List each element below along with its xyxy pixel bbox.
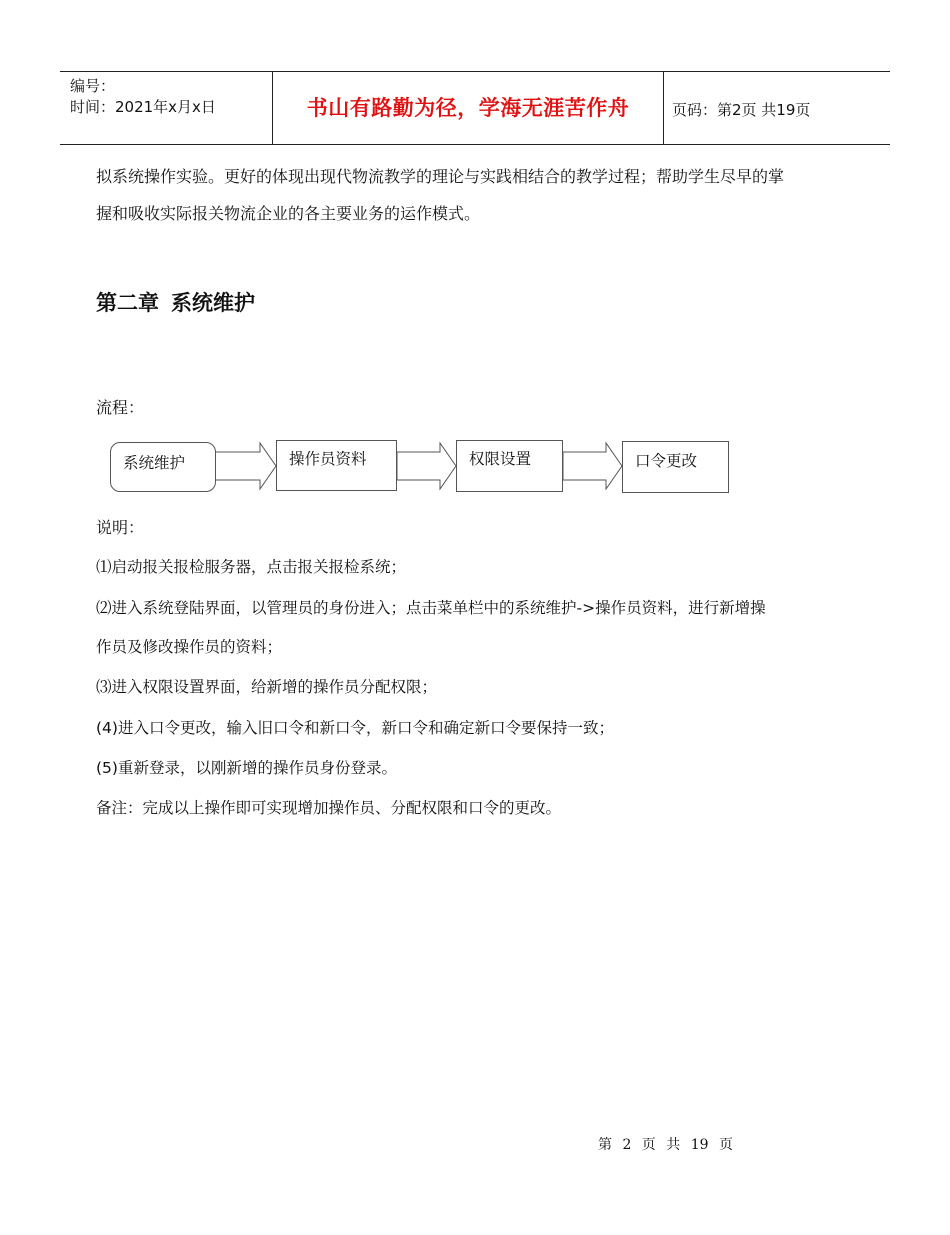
explanation-item: (4)进入口令更改，输入旧口令和新口令，新口令和确定新口令要保持一致； bbox=[96, 719, 614, 737]
intro-line: 拟系统操作实验。更好的体现出现代物流教学的理论与实践相结合的教学过程；帮助学生尽早的掌 bbox=[96, 167, 785, 186]
explanation-item: ⑶进入权限设置界面，给新增的操作员分配权限； bbox=[96, 678, 438, 696]
flow-step-operator-info bbox=[276, 440, 397, 491]
flow-step-label: 系统维护 bbox=[123, 454, 186, 472]
explanation-note: 备注：完成以上操作即可实现增加操作员、分配权限和口令的更改。 bbox=[96, 799, 562, 817]
flow-step-permission-settings bbox=[456, 440, 563, 492]
chapter-title: 系统维护 bbox=[171, 291, 255, 315]
flow-label: 流程： bbox=[96, 398, 145, 417]
chapter-number: 第二章 bbox=[96, 291, 159, 315]
document-number-label: 编号： bbox=[70, 77, 116, 95]
header-page-info: 页码：第2页 共19页 bbox=[672, 101, 811, 119]
page-footer: 第 2 页 共 19 页 bbox=[598, 1137, 733, 1153]
explanation-item: 作员及修改操作员的资料； bbox=[96, 638, 283, 656]
flow-arrow bbox=[215, 443, 276, 489]
flow-step-system-maintenance bbox=[110, 442, 216, 492]
intro-line: 握和吸收实际报关物流企业的各主要业务的运作模式。 bbox=[96, 204, 481, 223]
flow-step-password-change bbox=[622, 441, 729, 493]
flow-arrow bbox=[397, 443, 456, 489]
explanation-item: ⑴启动报关报检服务器，点击报关报检系统； bbox=[96, 558, 407, 576]
flow-step-label: 权限设置 bbox=[469, 450, 532, 468]
explanation-item: ⑵进入系统登陆界面，以管理员的身份进入；点击菜单栏中的系统维护->操作员资料，进行新增操 bbox=[96, 599, 766, 617]
explanation-item: (5)重新登录，以刚新增的操作员身份登录。 bbox=[96, 759, 397, 777]
header-motto: 书山有路勤为径，学海无涯苦作舟 bbox=[306, 96, 630, 120]
flow-step-label: 口令更改 bbox=[635, 452, 698, 470]
flow-arrow bbox=[563, 443, 622, 489]
explanation-label: 说明： bbox=[96, 518, 145, 537]
flow-step-label: 操作员资料 bbox=[289, 450, 367, 468]
document-time: 时间：2021年x月x日 bbox=[70, 98, 216, 116]
